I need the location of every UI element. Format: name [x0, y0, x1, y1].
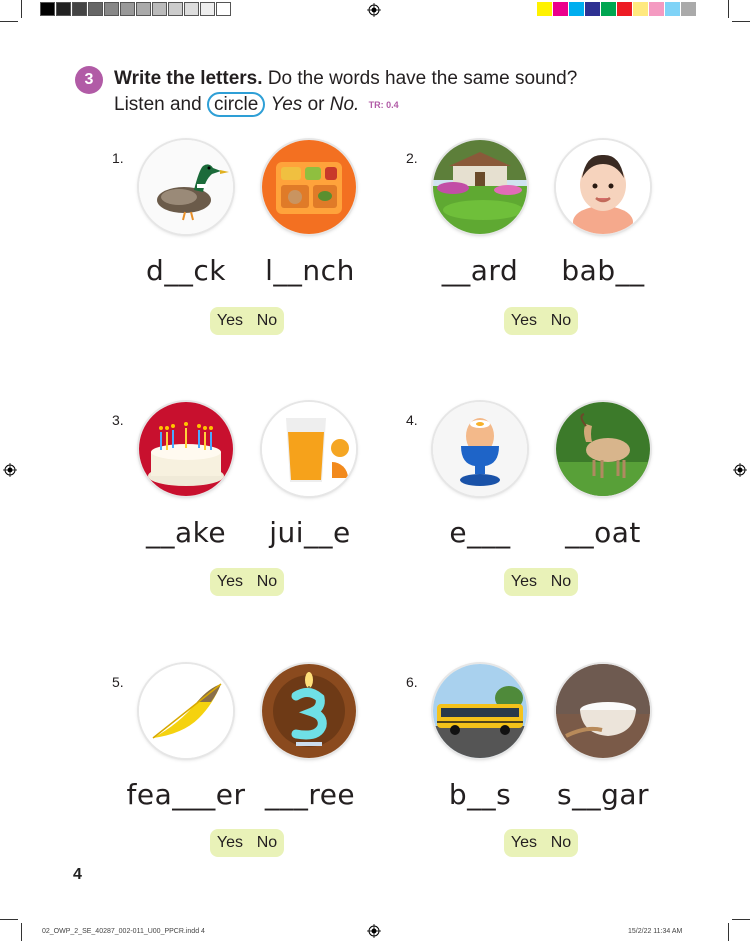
yes-option[interactable]: Yes [216, 834, 243, 851]
bus-icon [433, 664, 527, 758]
sugar-icon [556, 664, 650, 758]
registration-mark-icon [733, 463, 747, 477]
word-right: bab__ [561, 254, 645, 287]
word-right: jui__e [269, 516, 351, 549]
instruction-no: No. [329, 94, 360, 116]
no-option[interactable]: No [256, 834, 278, 851]
cmyk-color-bar [537, 2, 697, 16]
yes-no-choice [210, 568, 284, 596]
yes-option[interactable]: Yes [510, 834, 537, 851]
three-candle-icon [262, 664, 356, 758]
crop-mark [21, 923, 22, 941]
lunch-tray-icon [262, 140, 356, 234]
exercise-number-badge: 3 [75, 66, 103, 94]
item-number: 3. [112, 412, 124, 428]
item-number: 2. [406, 150, 418, 166]
word-left: d__ck [146, 254, 226, 287]
date-slug: 15/2/22 11:34 AM [628, 928, 683, 935]
yes-no-choice [210, 829, 284, 857]
page-number: 4 [73, 866, 82, 883]
no-option[interactable]: No [550, 573, 572, 590]
baby-icon [556, 140, 650, 234]
registration-mark-icon [367, 3, 381, 17]
yes-no-choice [504, 568, 578, 596]
word-right: __oat [565, 516, 641, 549]
word-right: s__gar [556, 778, 650, 811]
yes-option[interactable]: Yes [216, 573, 243, 590]
word-right: l__nch [265, 254, 355, 287]
item-number: 5. [112, 674, 124, 690]
crop-mark [728, 923, 729, 941]
instruction-or: or [307, 94, 325, 116]
crop-mark [732, 919, 750, 920]
egg-icon [433, 402, 527, 496]
yes-no-choice [210, 307, 284, 335]
word-left: __ake [145, 516, 227, 549]
word-left: __ard [441, 254, 519, 287]
yes-option[interactable]: Yes [216, 312, 243, 329]
word-left: e___ [449, 516, 511, 549]
feather-icon [139, 664, 233, 758]
word-right: ___ree [264, 778, 356, 811]
track-reference: TR: 0.4 [368, 100, 399, 110]
goat-icon [556, 402, 650, 496]
registration-mark-icon [3, 463, 17, 477]
registration-mark-icon [367, 924, 381, 938]
no-option[interactable]: No [550, 834, 572, 851]
instruction-title: Write the letters. [114, 68, 263, 89]
crop-mark [728, 0, 729, 18]
cake-icon [139, 402, 233, 496]
crop-mark [732, 21, 750, 22]
item-number: 4. [406, 412, 418, 428]
file-slug: 02_OWP_2_SE_40287_002-011_U00_PPCR.indd 4 [42, 928, 205, 935]
grayscale-color-bar [40, 2, 232, 16]
crop-mark [0, 919, 18, 920]
no-option[interactable]: No [550, 312, 572, 329]
yard-icon [433, 140, 527, 234]
instruction-yes: Yes [270, 94, 303, 116]
instruction-listen: Listen and [114, 94, 202, 116]
crop-mark [21, 0, 22, 18]
item-number: 6. [406, 674, 418, 690]
word-left: b__s [448, 778, 512, 811]
no-option[interactable]: No [256, 312, 278, 329]
word-left: fea___er [126, 778, 246, 811]
yes-option[interactable]: Yes [510, 573, 537, 590]
duck-icon [139, 140, 233, 234]
exercise-instructions [114, 66, 714, 118]
juice-icon [262, 402, 356, 496]
item-number: 1. [112, 150, 124, 166]
no-option[interactable]: No [256, 573, 278, 590]
instruction-question: Do the words have the same sound? [267, 68, 578, 89]
yes-option[interactable]: Yes [510, 312, 537, 329]
circled-word: circle [207, 92, 265, 117]
yes-no-choice [504, 829, 578, 857]
crop-mark [0, 21, 18, 22]
yes-no-choice [504, 307, 578, 335]
